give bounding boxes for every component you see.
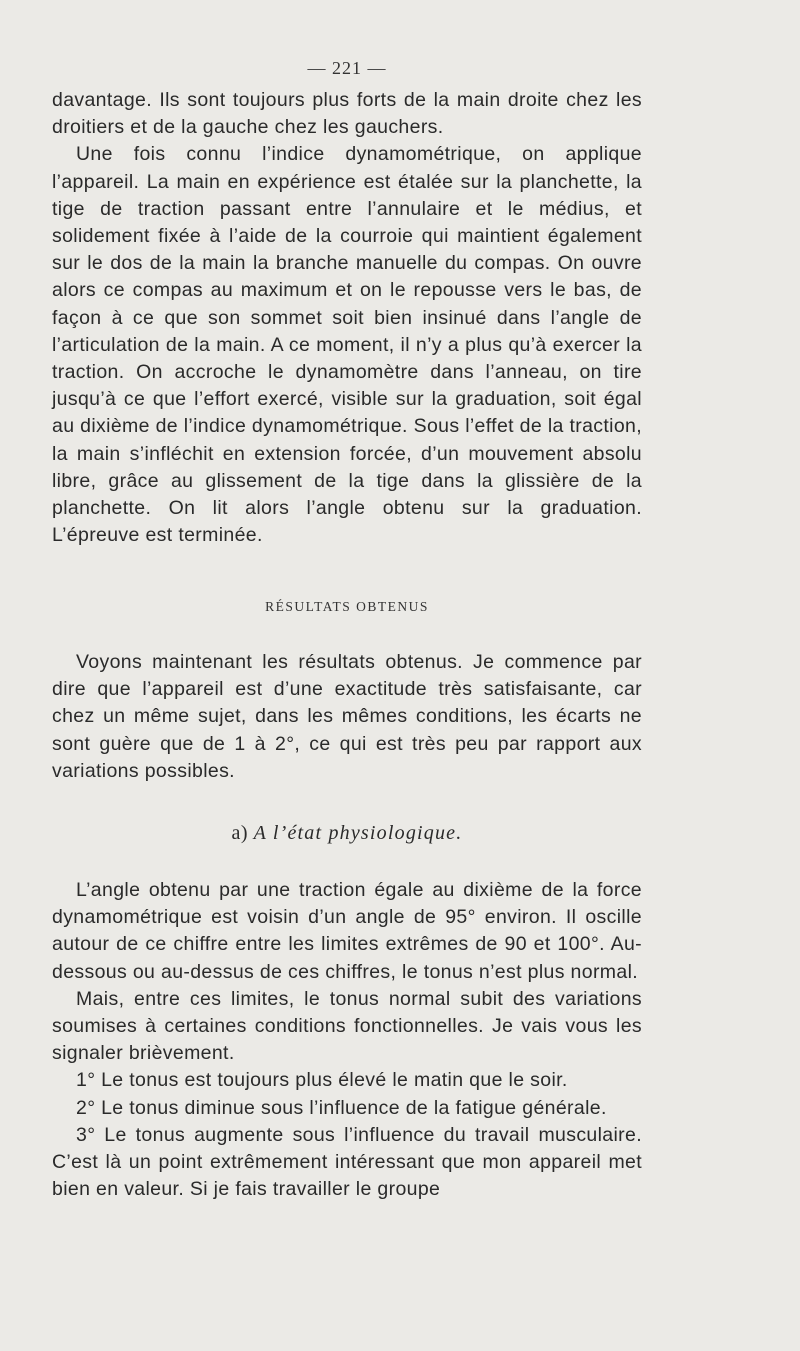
- paragraph-variations: Mais, entre ces limites, le tonus normal subit des variations soumises à certaines conditions fonctionnelles. Je vais vous les signaler brièvement.: [52, 987, 642, 1065]
- list-item-3: 3° Le tonus augmente sous l’influence du travail musculaire. C’est là un point extrêmement intéressant que mon appareil met bien en valeur. Si je fais travailler le groupe: [52, 1123, 642, 1201]
- page-number: — 221 —: [307, 58, 387, 78]
- paragraph-procedure: Une fois connu l’indice dynamométrique, on applique l’appareil. La main en expérience est étalée sur la planchette, la tige de traction passant entre l’annulaire et le médius, et solidement fixée à l’aide de la courroie qui maintient également sur le dos de la main la branche manuelle du compas. On ouvre alors ce compas au maximum et on le repousse vers le bas, de façon à ce que son sommet soit bien insinué dans l’angle de l’articulation de la main. A ce moment, il n’y a plus qu’à exercer la traction. On accroche le dynamomètre dans l’anneau, on tire jusqu’à ce que l’effort exercé, visible sur la graduation, soit égal au dixième de l’indice dynamométrique. Sous l’effet de la traction, la main s’infléchit en extension forcée, d’un mouvement absolu libre, grâce au glissement de la tige dans la glissière de la planchette. On lit alors l’angle obtenu sur la graduation. L’épreuve est terminée.: [52, 143, 642, 547]
- list-item-1: 1° Le tonus est toujours plus élevé le matin que le soir.: [76, 1069, 568, 1092]
- section-heading: RÉSULTATS OBTENUS: [265, 599, 429, 614]
- text-block-top: [52, 87, 642, 549]
- subsection-prefix: a): [231, 822, 249, 844]
- subsection-heading: [0, 822, 694, 845]
- text-block-results: [52, 649, 642, 785]
- list-item-2: 2° Le tonus diminue sous l’influence de la fatigue générale.: [76, 1096, 607, 1119]
- subsection-title: A l’état physiologique.: [253, 822, 463, 844]
- paragraph-continuation: davantage. Ils sont toujours plus forts de la main droite chez les droitiers et de la gauche chez les gauchers.: [52, 89, 642, 139]
- paragraph-angle: L’angle obtenu par une traction égale au dixième de la force dynamométrique est voisin d’un angle de 95° environ. Il oscille autour de ce chiffre entre les limites extrêmes de 90 et 100°. Au-dessous ou au-dessus de ces chiffres, le tonus n’est plus normal.: [52, 879, 642, 983]
- text-block-physiological: [52, 877, 642, 1203]
- paragraph-results: Voyons maintenant les résultats obtenus. Je commence par dire que l’appareil est d’une exactitude très satisfaisante, car chez un même sujet, dans les mêmes conditions, les écarts ne sont guère que de 1 à 2°, ce qui est très peu par rapport aux variations possibles.: [52, 651, 642, 782]
